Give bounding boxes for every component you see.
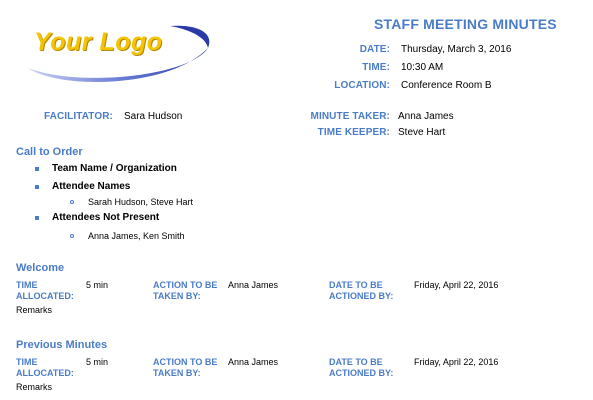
company-logo [20,18,220,90]
bullet-circle-icon [70,200,74,204]
action-by-label: ACTION TO BE TAKEN BY: [153,280,218,301]
date-actioned-label: DATE TO BE ACTIONED BY: [329,280,394,301]
facilitator-label: FACILITATOR: [44,111,113,122]
facilitator-value: Sara Hudson [124,111,183,122]
action-by-value: Anna James [228,280,279,290]
call-to-order-item: Team Name / Organization [52,163,177,174]
bullet-circle-icon [70,234,74,238]
minute-taker-label: MINUTE TAKER: [310,111,390,122]
document-title: STAFF MEETING MINUTES [374,16,557,32]
call-to-order-item: Attendees Not Present [52,212,160,223]
remarks-text: Remarks [16,305,53,315]
date-actioned-label: DATE TO BE ACTIONED BY: [329,357,394,378]
time-keeper-value: Steve Hart [398,127,446,138]
location-label: LOCATION: [334,80,390,91]
date-value: Thursday, March 3, 2016 [401,44,512,55]
time-allocated-value: 5 min [86,357,109,367]
call-to-order-heading: Call to Order [16,146,83,158]
agenda-heading: Previous Minutes [16,339,108,351]
time-value: 10:30 AM [401,62,444,73]
time-keeper-label: TIME KEEPER: [317,127,390,138]
time-allocated-label: TIME ALLOCATED: [16,357,74,378]
time-label: TIME: [362,62,390,73]
date-actioned-value: Friday, April 22, 2016 [414,280,499,290]
call-to-order-subitem: Sarah Hudson, Steve Hart [88,197,194,207]
minute-taker-value: Anna James [398,111,454,122]
location-value: Conference Room B [401,80,492,91]
bullet-square-icon [35,167,39,171]
call-to-order-item: Attendee Names [52,181,131,192]
call-to-order-subitem: Anna James, Ken Smith [88,231,185,241]
time-allocated-value: 5 min [86,280,109,290]
action-by-label: ACTION TO BE TAKEN BY: [153,357,218,378]
action-by-value: Anna James [228,357,279,367]
time-allocated-label: TIME ALLOCATED: [16,280,74,301]
agenda-heading: Welcome [16,262,65,274]
date-label: DATE: [359,44,390,55]
bullet-square-icon [35,216,39,220]
bullet-square-icon [35,185,39,189]
date-actioned-value: Friday, April 22, 2016 [414,357,499,367]
logo-text: Your Logo [34,28,163,56]
remarks-text: Remarks [16,382,53,392]
